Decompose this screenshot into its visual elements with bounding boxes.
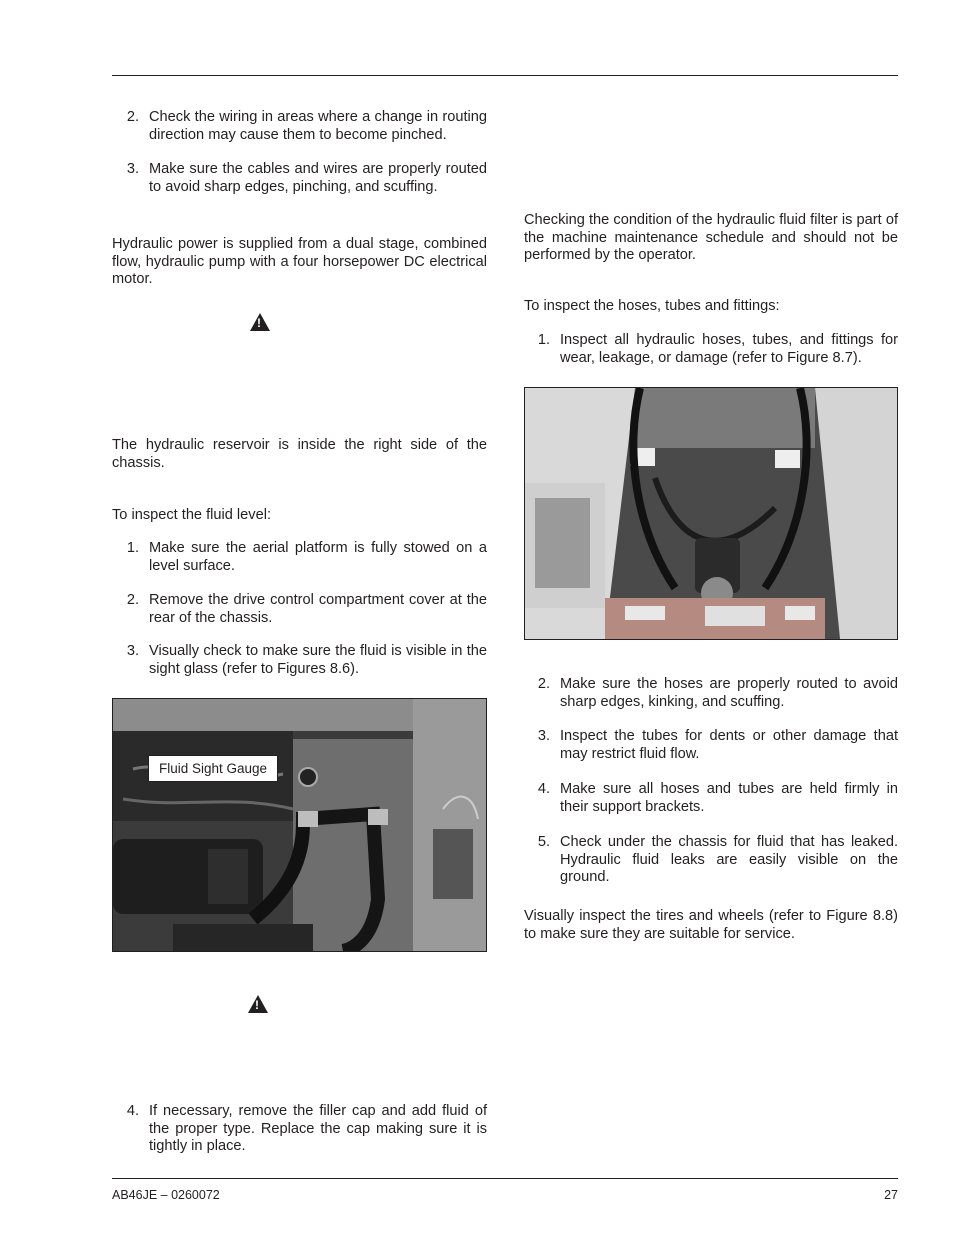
header-rule bbox=[112, 75, 898, 76]
list-number: 3. bbox=[126, 161, 139, 177]
list-text: If necessary, remove the filler cap and add fluid of the proper type. Replace the cap making sure it is tightly in place. bbox=[149, 1103, 487, 1154]
hydraulic-hoses-illustration bbox=[525, 388, 897, 639]
list-text: Remove the drive control compartment cover at the rear of the chassis. bbox=[149, 592, 487, 626]
list-number: 2. bbox=[126, 109, 139, 125]
list-text: Make sure the cables and wires are properly routed to avoid sharp edges, pinching, and scuffing. bbox=[149, 161, 487, 195]
hoses-intro: To inspect the hoses, tubes and fittings: bbox=[524, 298, 780, 314]
footer-rule bbox=[112, 1178, 898, 1179]
warning-triangle-icon bbox=[250, 313, 270, 331]
list-text: Inspect all hydraulic hoses, tubes, and fittings for wear, leakage, or damage (refer to Figure 8.7). bbox=[560, 332, 898, 366]
list-number: 4. bbox=[126, 1103, 139, 1119]
list-item bbox=[121, 643, 487, 679]
hydraulic-hoses-photo bbox=[524, 387, 898, 640]
list-number: 4. bbox=[537, 781, 550, 797]
list-item bbox=[121, 161, 487, 197]
list-number: 5. bbox=[537, 834, 550, 850]
list-item bbox=[121, 1103, 487, 1157]
list-number: 1. bbox=[537, 332, 550, 348]
warning-triangle-icon bbox=[248, 995, 268, 1013]
list-text: Check the wiring in areas where a change in routing direction may cause them to become pinched. bbox=[149, 109, 487, 143]
filter-paragraph: Checking the condition of the hydraulic fluid filter is part of the machine maintenance schedule and should not be performed by the operator. bbox=[524, 212, 898, 263]
list-text: Make sure the hoses are properly routed to avoid sharp edges, kinking, and scuffing. bbox=[560, 676, 898, 710]
list-item bbox=[121, 592, 487, 628]
tires-paragraph: Visually inspect the tires and wheels (refer to Figure 8.8) to make sure they are suitable for service. bbox=[524, 908, 898, 942]
footer-doc-id: AB46JE – 0260072 bbox=[112, 1188, 220, 1202]
list-number: 2. bbox=[126, 592, 139, 608]
list-text: Check under the chassis for fluid that has leaked. Hydraulic fluid leaks are easily visible on the ground. bbox=[560, 834, 898, 885]
fluid-sight-gauge-illustration bbox=[113, 699, 486, 951]
list-item bbox=[532, 332, 898, 368]
photo-callout-label: Fluid Sight Gauge bbox=[148, 755, 278, 782]
list-number: 3. bbox=[537, 728, 550, 744]
list-text: Inspect the tubes for dents or other damage that may restrict fluid flow. bbox=[560, 728, 898, 762]
list-number: 2. bbox=[537, 676, 550, 692]
list-text: Visually check to make sure the fluid is visible in the sight glass (refer to Figures 8.6). bbox=[149, 643, 487, 677]
list-number: 3. bbox=[126, 643, 139, 659]
list-item bbox=[121, 540, 487, 576]
list-number: 1. bbox=[126, 540, 139, 556]
list-item bbox=[121, 109, 487, 145]
fluid-level-intro: To inspect the fluid level: bbox=[112, 507, 271, 523]
list-text: Make sure all hoses and tubes are held firmly in their support brackets. bbox=[560, 781, 898, 815]
list-item bbox=[532, 781, 898, 817]
reservoir-paragraph: The hydraulic reservoir is inside the right side of the chassis. bbox=[112, 437, 487, 471]
list-item bbox=[532, 676, 898, 712]
list-item bbox=[532, 834, 898, 885]
list-item bbox=[532, 728, 898, 764]
hydraulic-power-paragraph: Hydraulic power is supplied from a dual stage, combined flow, hydraulic pump with a four horsepower DC electrical motor. bbox=[112, 236, 487, 287]
fluid-sight-gauge-photo bbox=[112, 698, 487, 952]
list-text: Make sure the aerial platform is fully stowed on a level surface. bbox=[149, 540, 487, 574]
page-number: 27 bbox=[884, 1188, 898, 1202]
